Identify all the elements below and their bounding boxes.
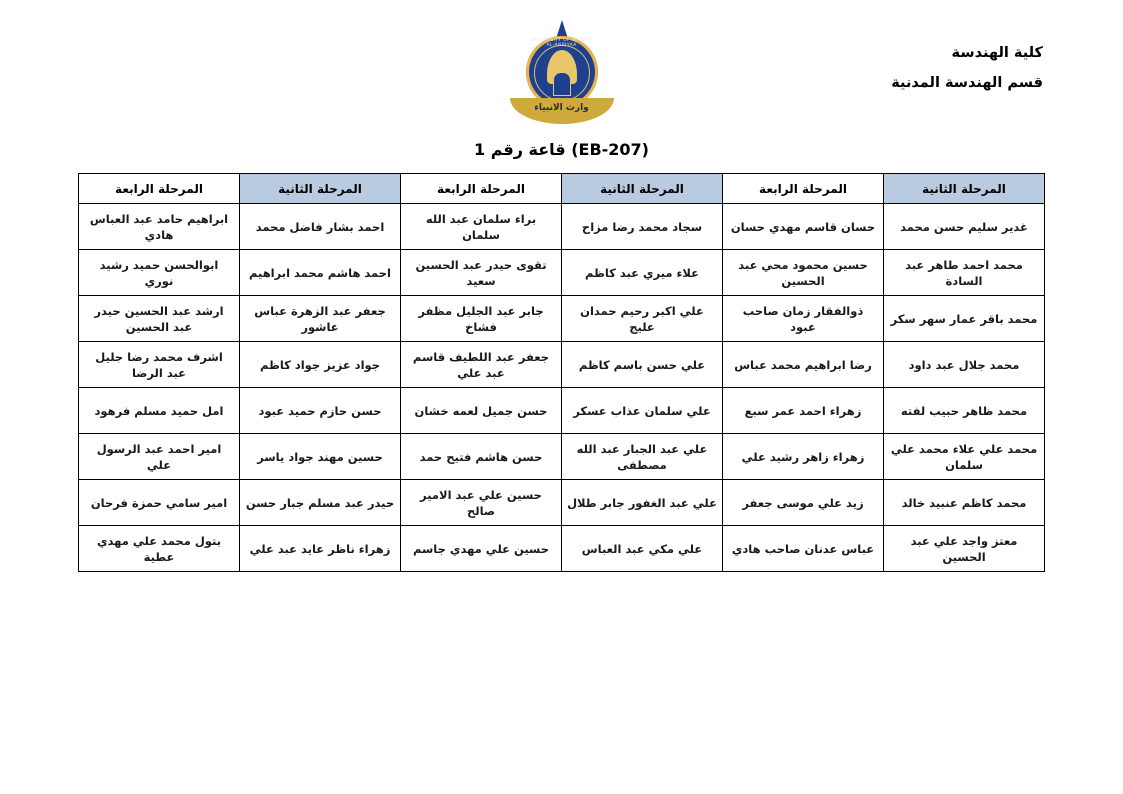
student-name: جابر عبد الجليل مظفر فشاخ: [401, 296, 562, 342]
table-row: [79, 342, 1045, 388]
student-name: جواد عزيز جواد كاظم: [240, 342, 401, 388]
student-name: حسن حازم حميد عبود: [240, 388, 401, 434]
student-name: حسان قاسم مهدي حسان: [723, 204, 884, 250]
student-name: حسين علي عبد الامير صالح: [401, 480, 562, 526]
student-name: محمد علي علاء محمد علي سلمان: [884, 434, 1045, 480]
student-name: حسين محمود محي عبد الحسين: [723, 250, 884, 296]
student-name: ارشد عبد الحسين حيدر عبد الحسين: [79, 296, 240, 342]
hall-label: قاعة رقم 1: [473, 140, 566, 159]
column-header-4: المرحلة الرابعة: [401, 174, 562, 204]
table-row: [79, 434, 1045, 480]
logo-arc-text: UNIVERSITY OF WARITH AL-ANBIYAA: [531, 38, 592, 48]
column-header-3: المرحلة الثانية: [562, 174, 723, 204]
student-name: ذوالفقار زمان صاحب عبود: [723, 296, 884, 342]
student-name: جعفر عبد اللطيف قاسم عبد علي: [401, 342, 562, 388]
table-row: [79, 388, 1045, 434]
column-header-1: المرحلة الثانية: [884, 174, 1045, 204]
student-name: زهراء ناظر عايد عبد علي: [240, 526, 401, 572]
faculty-heading: [891, 38, 1043, 98]
student-name: زيد علي موسى جعفر: [723, 480, 884, 526]
roster-table: [78, 173, 1045, 572]
table-body: [79, 204, 1045, 572]
student-name: ابوالحسن حميد رشيد نوري: [79, 250, 240, 296]
header-row: [79, 174, 1045, 204]
student-name: احمد بشار فاضل محمد: [240, 204, 401, 250]
student-name: زهراء زاهر رشيد علي: [723, 434, 884, 480]
student-name: علي حسن باسم كاظم: [562, 342, 723, 388]
student-name: حسين علي مهدي جاسم: [401, 526, 562, 572]
document-header: [0, 0, 1123, 150]
student-name: محمد باقر عمار سهر سكر: [884, 296, 1045, 342]
university-logo: [507, 20, 617, 138]
student-name: معتز واجد علي عبد الحسين: [884, 526, 1045, 572]
table-row: [79, 480, 1045, 526]
student-name: حسن جميل لعمه خشان: [401, 388, 562, 434]
logo-band: [510, 98, 614, 124]
student-name: سجاد محمد رضا مزاح: [562, 204, 723, 250]
student-name: علي عبد الغفور جابر طلال: [562, 480, 723, 526]
column-header-2: المرحلة الرابعة: [723, 174, 884, 204]
student-name: براء سلمان عبد الله سلمان: [401, 204, 562, 250]
student-name: علي مكي عبد العباس: [562, 526, 723, 572]
logo-container: [502, 20, 622, 140]
student-name: حسين مهند جواد ياسر: [240, 434, 401, 480]
student-name: امير احمد عبد الرسول علي: [79, 434, 240, 480]
table-row: [79, 250, 1045, 296]
table-row: [79, 296, 1045, 342]
student-name: بتول محمد علي مهدي عطية: [79, 526, 240, 572]
student-name: علي سلمان عذاب عسكر: [562, 388, 723, 434]
student-name: رضا ابراهيم محمد عباس: [723, 342, 884, 388]
student-name: محمد كاظم عنبيد خالد: [884, 480, 1045, 526]
student-name: جعفر عبد الزهرة عباس عاشور: [240, 296, 401, 342]
student-name: اشرف محمد رضا جليل عبد الرضا: [79, 342, 240, 388]
student-name: عباس عدنان صاحب هادي: [723, 526, 884, 572]
student-name: ابراهيم حامد عبد العباس هادي: [79, 204, 240, 250]
student-name: تقوى حيدر عبد الحسين سعيد: [401, 250, 562, 296]
student-name: حيدر عبد مسلم جبار حسن: [240, 480, 401, 526]
student-name: حسن هاشم فتيح حمد: [401, 434, 562, 480]
roster-table-wrap: [78, 173, 1045, 572]
student-name: احمد هاشم محمد ابراهيم: [240, 250, 401, 296]
logo-band-text: وارث الانبياء: [534, 103, 589, 113]
student-name: زهراء احمد عمر سبع: [723, 388, 884, 434]
student-name: علي عبد الجبار عبد الله مصطفى: [562, 434, 723, 480]
hall-code: (EB-207): [571, 140, 649, 159]
student-name: محمد ظاهر حبيب لفته: [884, 388, 1045, 434]
department-name: قسم الهندسة المدنية: [891, 75, 1043, 91]
student-name: محمد جلال عبد داود: [884, 342, 1045, 388]
student-name: علاء ميري عبد كاظم: [562, 250, 723, 296]
student-name: علي اكبر رحيم حمدان عليج: [562, 296, 723, 342]
student-name: امل حميد مسلم فرهود: [79, 388, 240, 434]
faculty-name: كلية الهندسة: [951, 45, 1043, 61]
student-name: امير سامي حمزة فرحان: [79, 480, 240, 526]
column-header-6: المرحلة الرابعة: [79, 174, 240, 204]
table-row: [79, 526, 1045, 572]
student-name: محمد احمد طاهر عبد السادة: [884, 250, 1045, 296]
gate-icon: [553, 72, 571, 96]
student-name: غدير سليم حسن محمد: [884, 204, 1045, 250]
table-head: [79, 174, 1045, 204]
column-header-5: المرحلة الثانية: [240, 174, 401, 204]
table-row: [79, 204, 1045, 250]
